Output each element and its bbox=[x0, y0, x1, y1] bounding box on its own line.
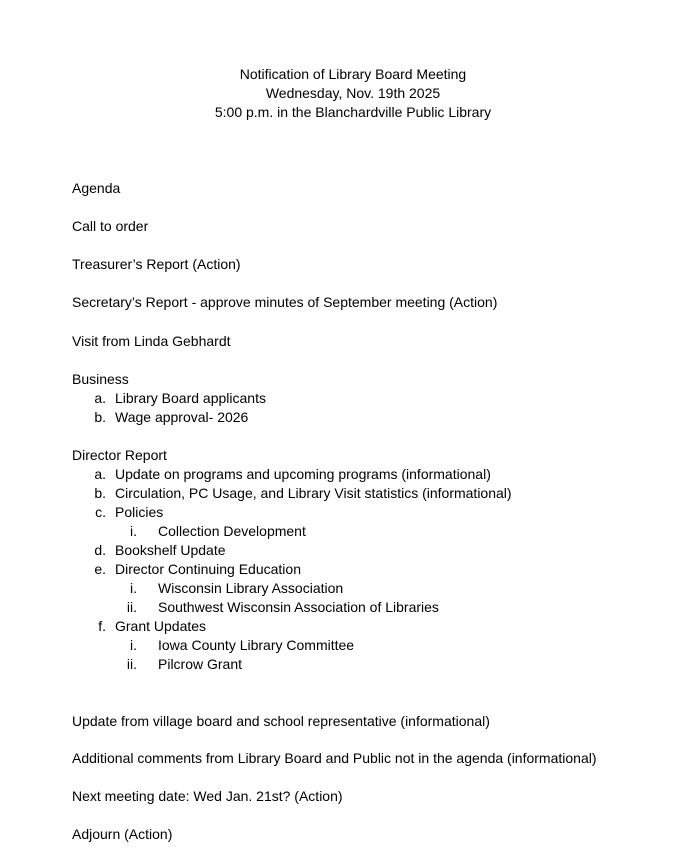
director-report-heading: Director Report bbox=[72, 447, 167, 463]
list-item-text: Director Continuing Education bbox=[115, 561, 301, 577]
list-marker: i. bbox=[130, 523, 137, 539]
list-item-text: Policies bbox=[115, 504, 164, 520]
agenda-heading: Agenda bbox=[72, 180, 121, 196]
business-heading: Business bbox=[72, 371, 129, 387]
list-marker: f. bbox=[98, 618, 106, 634]
next-meeting-date: Next meeting date: Wed Jan. 21st? (Action) bbox=[72, 788, 343, 804]
list-item-text: Library Board applicants bbox=[115, 390, 266, 406]
list-item bbox=[0, 503, 700, 522]
sub-list-item bbox=[0, 636, 700, 655]
list-marker: d. bbox=[94, 542, 106, 558]
list-marker: i. bbox=[130, 580, 137, 596]
list-marker: b. bbox=[94, 409, 106, 425]
sub-list-item bbox=[0, 522, 700, 541]
list-item-text: Southwest Wisconsin Association of Libraries bbox=[158, 599, 439, 615]
call-to-order: Call to order bbox=[72, 218, 149, 234]
meeting-time-location: 5:00 p.m. in the Blanchardville Public Library bbox=[214, 104, 492, 120]
list-item bbox=[0, 465, 700, 484]
secretary-report: Secretary’s Report - approve minutes of September meeting (Action) bbox=[72, 294, 498, 310]
list-item-text: Bookshelf Update bbox=[115, 542, 226, 558]
list-item-text: Collection Development bbox=[158, 523, 306, 539]
treasurer-report: Treasurer’s Report (Action) bbox=[72, 256, 241, 272]
list-item bbox=[0, 617, 700, 636]
list-item bbox=[0, 541, 700, 560]
list-item bbox=[0, 484, 700, 503]
adjourn-item: Adjourn (Action) bbox=[72, 826, 173, 842]
meeting-date: Wednesday, Nov. 19th 2025 bbox=[265, 85, 441, 101]
meeting-title: Notification of Library Board Meeting bbox=[239, 66, 467, 82]
list-marker: a. bbox=[94, 390, 106, 406]
list-marker: i. bbox=[130, 637, 137, 653]
list-marker: ii. bbox=[126, 599, 137, 615]
list-item-text: Circulation, PC Usage, and Library Visit statistics (informational) bbox=[115, 485, 512, 501]
additional-comments: Additional comments from Library Board and Public not in the agenda (informational) bbox=[72, 750, 597, 766]
list-marker: e. bbox=[94, 561, 106, 577]
sub-list-item bbox=[0, 598, 700, 617]
list-item-text: Pilcrow Grant bbox=[158, 656, 243, 672]
list-item-text: Wage approval- 2026 bbox=[115, 409, 249, 425]
list-item-text: Grant Updates bbox=[115, 618, 207, 634]
list-item-text: Wisconsin Library Association bbox=[158, 580, 344, 596]
sub-list-item bbox=[0, 579, 700, 598]
sub-list-item bbox=[0, 655, 700, 674]
list-item bbox=[0, 408, 700, 427]
list-marker: b. bbox=[94, 485, 106, 501]
village-board-update: Update from village board and school representative (informational) bbox=[72, 713, 490, 729]
list-marker: ii. bbox=[126, 656, 137, 672]
list-item bbox=[0, 560, 700, 579]
list-item bbox=[0, 389, 700, 408]
visit-item: Visit from Linda Gebhardt bbox=[72, 333, 231, 349]
list-marker: c. bbox=[95, 504, 106, 520]
list-marker: a. bbox=[94, 466, 106, 482]
list-item-text: Iowa County Library Committee bbox=[158, 637, 355, 653]
meeting-header bbox=[0, 65, 700, 122]
list-item-text: Update on programs and upcoming programs (informational) bbox=[115, 466, 491, 482]
